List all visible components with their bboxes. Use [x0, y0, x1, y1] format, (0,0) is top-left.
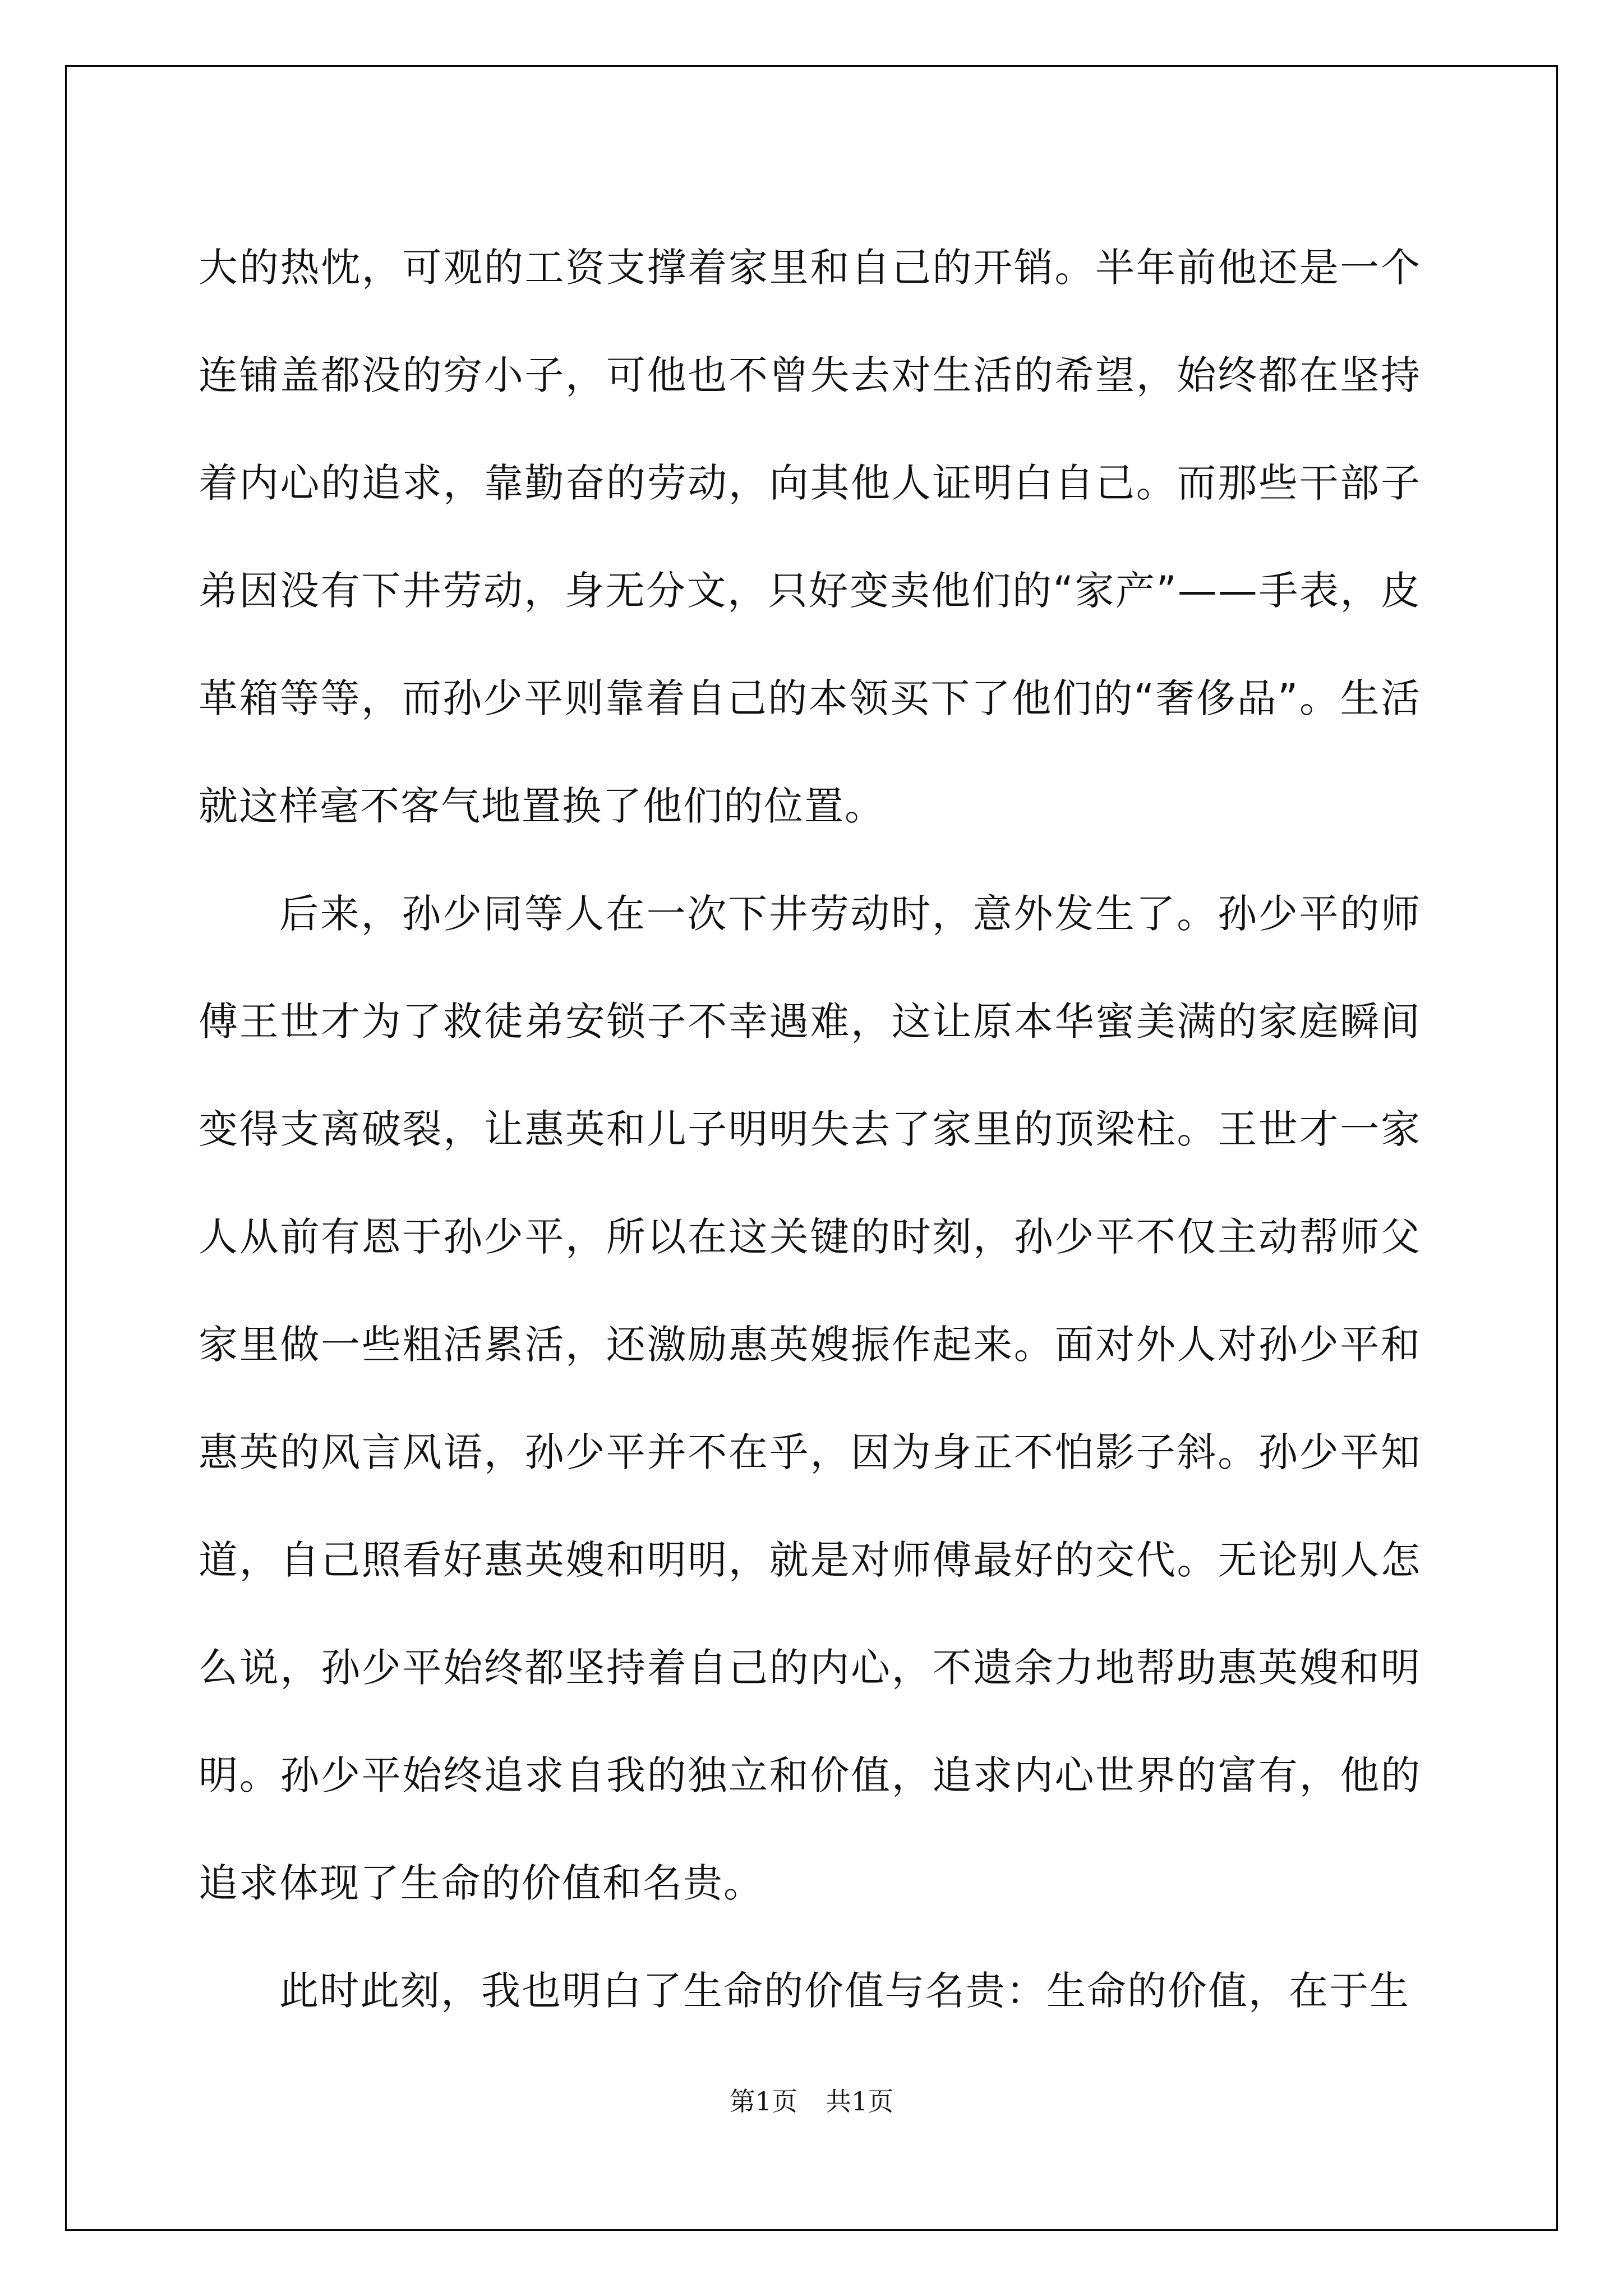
document-body	[199, 214, 1421, 2045]
page-total: 共1页	[826, 2086, 894, 2116]
paragraph-2: 后来，孙少同等人在一次下井劳动时，意外发生了。孙少平的师傅王世才为了救徒弟安锁子不幸遇难，这让原本华蜜美满的家庭瞬间变得支离破裂，让惠英和儿子明明失去了家里的顶梁柱。王世才一家人从前有恩于孙少平，所以在这关键的时刻，孙少平不仅主动帮师父家里做一些粗活累活，还激励惠英嫂振作起来。面对外人对孙少平和惠英的风言风语，孙少平并不在乎，因为身正不怕影子斜。孙少平知道，自己照看好惠英嫂和明明，就是对师傅最好的交代。无论别人怎么说，孙少平始终都坚持着自己的内心，不遗余力地帮助惠英嫂和明明。孙少平始终追求自我的独立和价值，追求内心世界的富有，他的追求体现了生命的价值和名贵。	[199, 891, 1421, 1906]
page-footer	[0, 2081, 1623, 2118]
page-number: 第1页	[729, 2086, 797, 2116]
paragraph-1: 大的热忱，可观的工资支撑着家里和自己的开销。半年前他还是一个连铺盖都没的穷小子，可他也不曾失去对生活的希望，始终都在坚持着内心的追求，靠勤奋的劳动，向其他人证明白自己。而那些干部子弟因没有下井劳动，身无分文，只好变卖他们的“家产”——手表，皮革箱等等，而孙少平则靠着自己的本领买下了他们的“奢侈品”。生活就这样毫不客气地置换了他们的位置。	[199, 245, 1421, 829]
paragraph-3: 此时此刻，我也明白了生命的价值与名贵：生命的价值，在于生	[279, 1968, 1410, 2014]
